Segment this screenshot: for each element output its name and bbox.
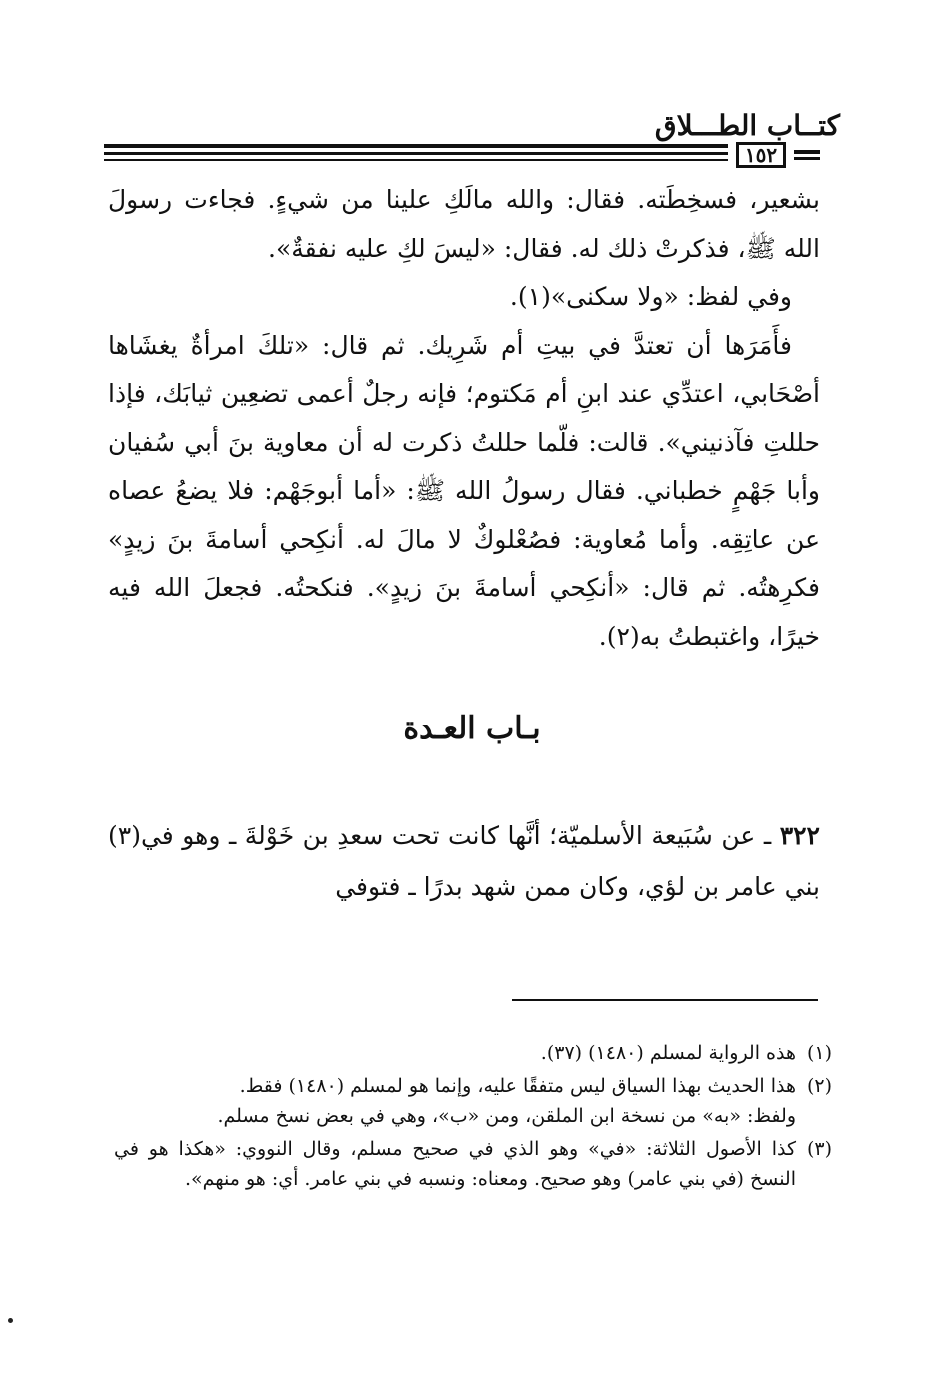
body-paragraph: فأَمَرَها أن تعتدَّ في بيتِ أم شَرِيك. ثم قال: «تلكَ امرأةٌ يغشَاها أصْحَابي، اعتدِّي عند ابنِ أم مَكتوم؛ فإنه رجلٌ أعمى تضعِين ثيابَك، فإذا حللتِ فآذنيني». قالت: فلّما حللتُ ذكرت له أن معاوية بنَ أبي سُفيان وأبا جَهْمٍ خطباني. فقال رسولُ الله ﷺ: «أما أبوجَهْم: فلا يضعُ عصاه عن عاتِقِه. وأما مُعاوية: فصُعْلوكٌ لا مالَ له. أنكِحي أسامةَ بنَ زيدٍ» فكرِهتُه. ثم قال: «أنكِحي أسامةَ بنَ زيدٍ». فنكحتُه. فجعلَ الله فيه خيرًا، واغتبطتُ به(٢).	[108, 330, 820, 651]
running-header: كتــاب الطـــلاق	[654, 109, 840, 142]
footnote-text	[114, 1134, 796, 1194]
header-rule-line	[794, 150, 820, 154]
header-rule-line	[794, 157, 820, 160]
body-paragraph: وفي لفظ: «ولا سكنى»(١).	[509, 282, 792, 311]
footnote	[114, 1134, 832, 1194]
header-rule-line	[104, 144, 728, 148]
footnote-line: هذه الرواية لمسلم (١٤٨٠) (٣٧).	[540, 1042, 796, 1064]
footnote	[114, 1038, 832, 1068]
footnote-text	[114, 1038, 796, 1068]
section-title: بـاب العـدة	[403, 711, 541, 746]
footnote-line: هذا الحديث بهذا السياق ليس متفقًا عليه، وإنما هو لمسلم (١٤٨٠) فقط.	[239, 1075, 796, 1097]
hadith-entry	[108, 810, 820, 912]
page-number: ١٥٢	[736, 142, 786, 168]
footnotes	[114, 1038, 832, 1197]
main-text	[108, 176, 820, 661]
footnote	[114, 1071, 832, 1131]
footnote-marker: (٣)	[806, 1138, 832, 1160]
header-rule-area	[104, 142, 820, 172]
header-rule-line	[104, 152, 728, 155]
footnote-line: كذا الأصول الثلاثة: «في» وهو الذي في صحيح مسلم، وقال النووي: «هكذا هو في النسخ (في بني عامر) وهو صحيح. ومعناه: ونسبه في بني عامر. أي: هو منهم».	[114, 1138, 796, 1190]
footnote-marker: (٢)	[806, 1075, 832, 1097]
hadith-number: ٣٢٢	[779, 821, 820, 850]
header-rule-line	[104, 159, 728, 161]
footnote-line: ولفظ: «به» من نسخة ابن الملقن، ومن «ب»، وهي في بعض نسخ مسلم.	[217, 1105, 796, 1127]
body-paragraph: بشعير، فسخِطَته. فقال: والله مالَكِ علينا من شيءٍ. فجاءت رسولَ الله ﷺ، فذكرتْ ذلك له. فقال: «ليسَ لكِ عليه نفقةٌ».	[108, 185, 820, 263]
footnote-text	[114, 1071, 796, 1131]
hadith-paragraph	[108, 810, 820, 912]
scan-dot	[8, 1318, 13, 1323]
footnote-separator	[512, 999, 818, 1001]
hadith-text: ـ عن سُبَيعة الأسلميّة؛ أنَّها كانت تحت سعدِ بن خَوْلةَ ـ وهو في(٣) بني عامر بن لؤي، وكان ممن شهد بدرًا ـ فتوفي	[108, 821, 820, 901]
footnote-marker: (١)	[806, 1042, 832, 1064]
